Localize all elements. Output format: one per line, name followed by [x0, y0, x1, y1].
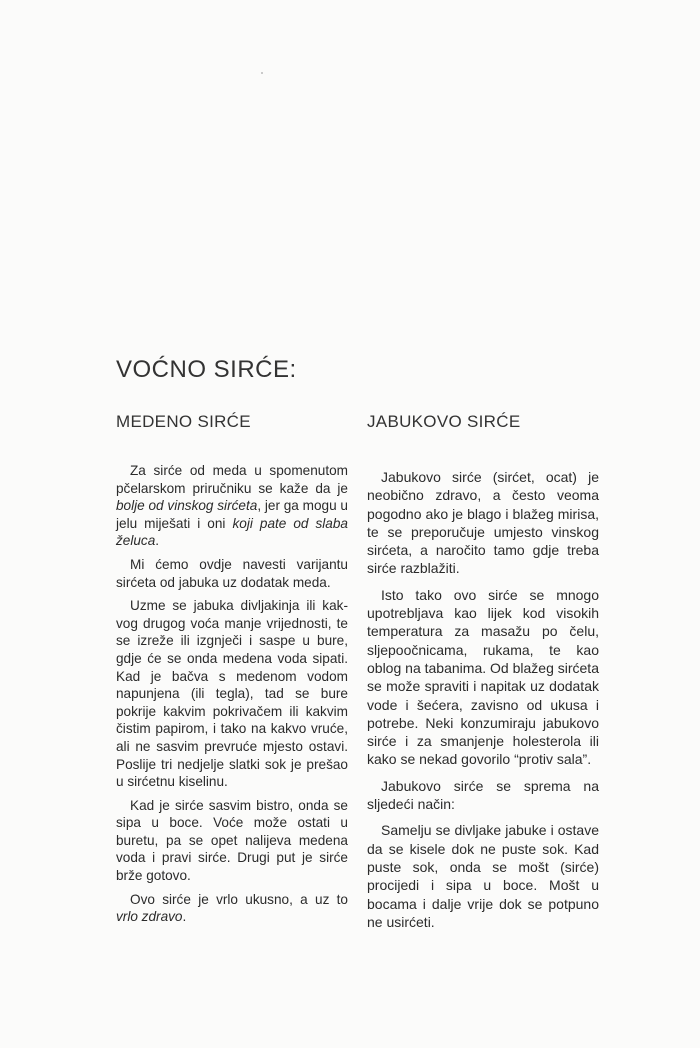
right-body — [367, 468, 599, 931]
paragraph: Kad je sirće sasvim bistro, onda se sipa u boce. Voće može ostati u buretu, pa se opet nalijeva medena voda i pravi sirće. Drugi put je sirće brže gotovo. — [116, 797, 348, 884]
page-title: VOĆNO SIRĆE: — [116, 356, 297, 383]
paragraph: Samelju se divljake jabuke i ostave da se kisele dok ne puste sok. Kad puste sok, onda se mošt (sirće) procijedi i sipa u boce. Mošt u bocama i dalje vrije dok se potpuno ne usirćeti. — [367, 822, 599, 930]
right-column — [367, 412, 599, 939]
paragraph: Isto tako ovo sirće se mnogo upotrebljava kao lijek kod visokih temperatura za masažu po čelu, sljepoočnicama, rukama, te kao oblog na tabanima. Od blažeg sirćeta se može spraviti i napitak uz dodatak vode i šećera, zavisno od ukusa i potrebe. Neki konzumiraju jabukovo sirće i za smanjenje holesterola ili kako se nekad govorilo “protiv sala”. — [367, 586, 599, 768]
paragraph: Mi ćemo ovdje navesti varijantu sirćeta od jabuka uz dodatak meda. — [116, 556, 348, 590]
paragraph: Uzme se jabuka divljakinja ili kakvog drugog voća manje vrijednosti, te se izreže ili izgnječi i saspe u bure, gdje će se onda medena voda sipati. Kad je bačva s medenom vodom napunjena (ili tegla), tad se bure pokrije kakvim pokrivačem ili kakvim čistim papirom, i tako na kakvo vruće, ali ne sasvim prevruće mjesto ostavi. Poslije tri nedjelje slatki sok je prešao u sirćetnu kiselinu. — [116, 598, 348, 790]
print-speck — [261, 72, 263, 74]
left-column — [116, 412, 348, 932]
paragraph: Ovo sirće je vrlo ukusno, a uz to vrlo zdravo. — [116, 891, 348, 925]
paragraph: Jabukovo sirće se sprema na sljedeći način: — [367, 777, 599, 813]
paragraph: Jabukovo sirće (sirćet, ocat) je neobično zdravo, a često veoma pogodno ako je blago i blažeg mirisa, te se preporučuje umjesto vinskog sirćeta, a naročito tamo gdje treba sirće razblažiti. — [367, 469, 599, 577]
paragraph: Za sirće od meda u spomenutom pčelarskom priručniku se kaže da je bolje od vinskog sirćeta, jer ga mogu u jelu miješati i oni koji pate od slaba želuca. — [116, 463, 348, 549]
section-heading-jabukovo: JABUKOVO SIRĆE — [367, 412, 521, 431]
section-heading-medeno: MEDENO SIRĆE — [116, 412, 251, 431]
left-body — [116, 462, 348, 926]
